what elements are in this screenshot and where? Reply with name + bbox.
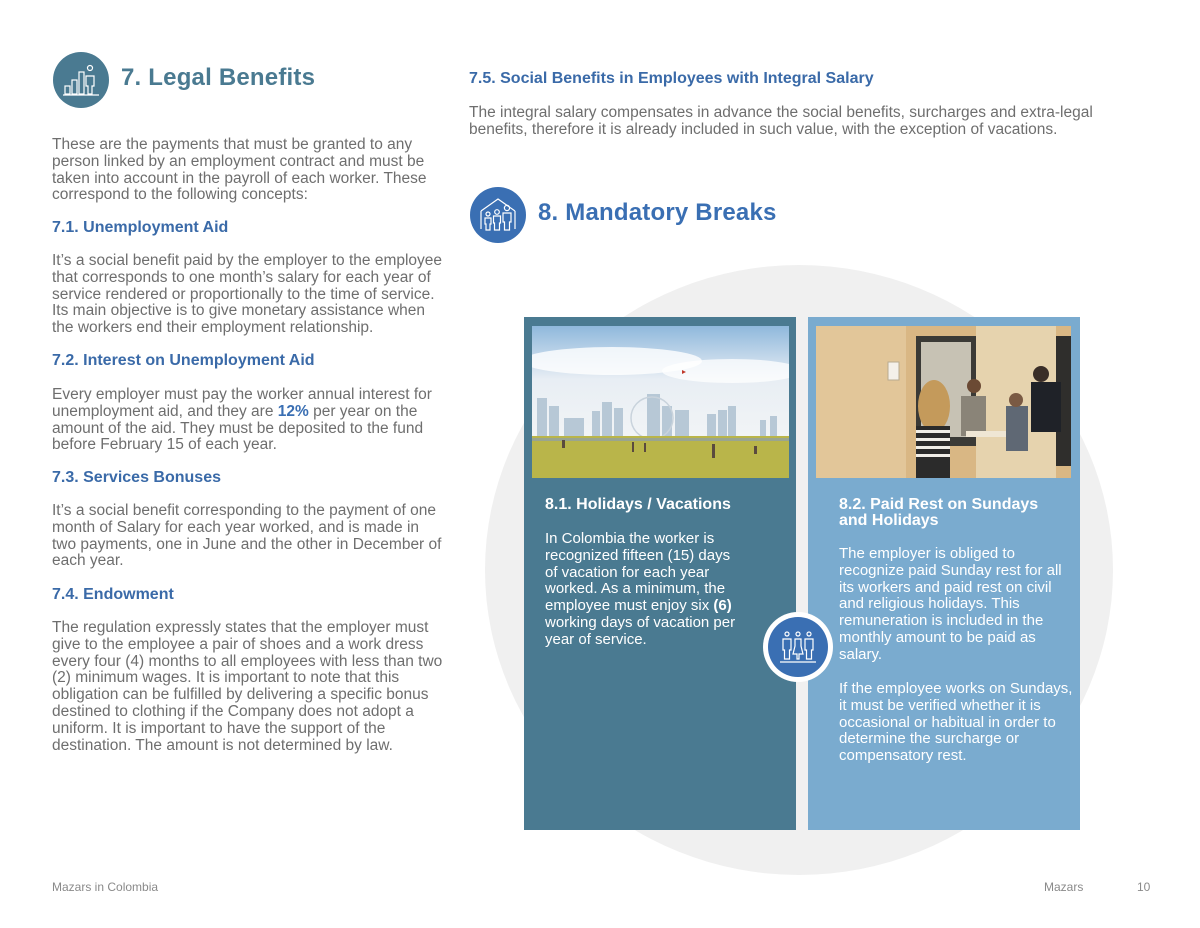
section-title-mandatory-breaks: 8. Mandatory Breaks [538,199,777,226]
people-group-icon-badge [763,612,833,682]
paid-rest-text-2: If the employee works on Sundays, it must be verified whether it is occasional or habitual in order to determine the surcharge or compensatory rest. [839,680,1073,765]
vacations-text-before: In Colombia the worker is recognized fifteen (15) days of vacation for each year worked. As a minimum, the employee must enjoy six [545,530,731,615]
endowment-text: The regulation expressly states that the employer must give to the employee a pair of shoes and a work dress every four (4) months to all employees with less than two (2) minimum wages. It is important to note that this obligation can be fulfilled by delivering a specific bonus destined to clothing if the Company does not adopt a uniform. It is important to have the support of the destination. The amount is not determined by law. [52,619,443,754]
interest-text-before: Every employer must pay the worker annual interest for unemployment aid, and they are [52,386,432,420]
paid-rest-title: 8.2. Paid Rest on Sundays and Holidays [839,496,1039,529]
subsection-title-integral-salary: 7.5. Social Benefits in Employees with Integral Salary [469,70,874,87]
holidays-vacations-panel [524,317,796,830]
vacation-minimum-days-highlight: (6) [713,597,732,615]
footer-document-title: Mazars in Colombia [52,880,159,894]
people-bar-chart-icon [53,52,109,108]
subsection-title-services-bonuses: 7.3. Services Bonuses [52,469,221,486]
family-home-photo [816,326,1078,478]
vacations-text-after: working days of vacation per year of service. [545,613,736,648]
interest-rate-highlight: 12% [277,402,309,420]
family-house-icon [470,187,526,243]
subsection-title-endowment: 7.4. Endowment [52,586,174,603]
paid-rest-text-1: The employer is obliged to recognize paid Sunday rest for all its workers and paid rest on civil and religious holidays. This remuneration is included in the monthly amount to be paid as salary. [839,545,1062,663]
page-number: 10 [1137,880,1151,894]
subsection-title-unemployment-aid: 7.1. Unemployment Aid [52,219,229,236]
holidays-vacations-text [545,531,745,649]
section-title-legal-benefits: 7. Legal Benefits [121,64,316,91]
services-bonuses-text: It’s a social benefit corresponding to the payment of one month of Salary for each year worked, and is made in two payments, one in June and the other in December of each year. [52,502,442,570]
subsection-title-interest-unemployment: 7.2. Interest on Unemployment Aid [52,352,315,369]
interest-text-after: per year on the amount of the aid. They must be deposited to the fund before February 15 of each year. [52,402,424,454]
paid-rest-panel [808,317,1080,830]
interest-unemployment-text [52,387,437,454]
integral-salary-text: The integral salary compensates in advance the social benefits, surcharges and extra-legal benefits, therefore it is already included in such value, with the exception of vacations. [469,104,1093,138]
people-group-icon [768,617,828,677]
legal-benefits-intro: These are the payments that must be granted to any person linked by an employment contract and must be taken into account in the payroll of each worker. These correspond to the following concepts: [52,136,427,204]
unemployment-aid-text: It’s a social benefit paid by the employer to the employee that corresponds to one month’s salary for each year of service rendered or proportionally to the time of service. Its main objective is to give monetary assistance when the workers end their employment relationship. [52,252,443,337]
city-park-kites-photo [532,326,789,478]
holidays-vacations-title: 8.1. Holidays / Vacations [545,496,731,513]
footer-brand: Mazars [1044,880,1084,894]
